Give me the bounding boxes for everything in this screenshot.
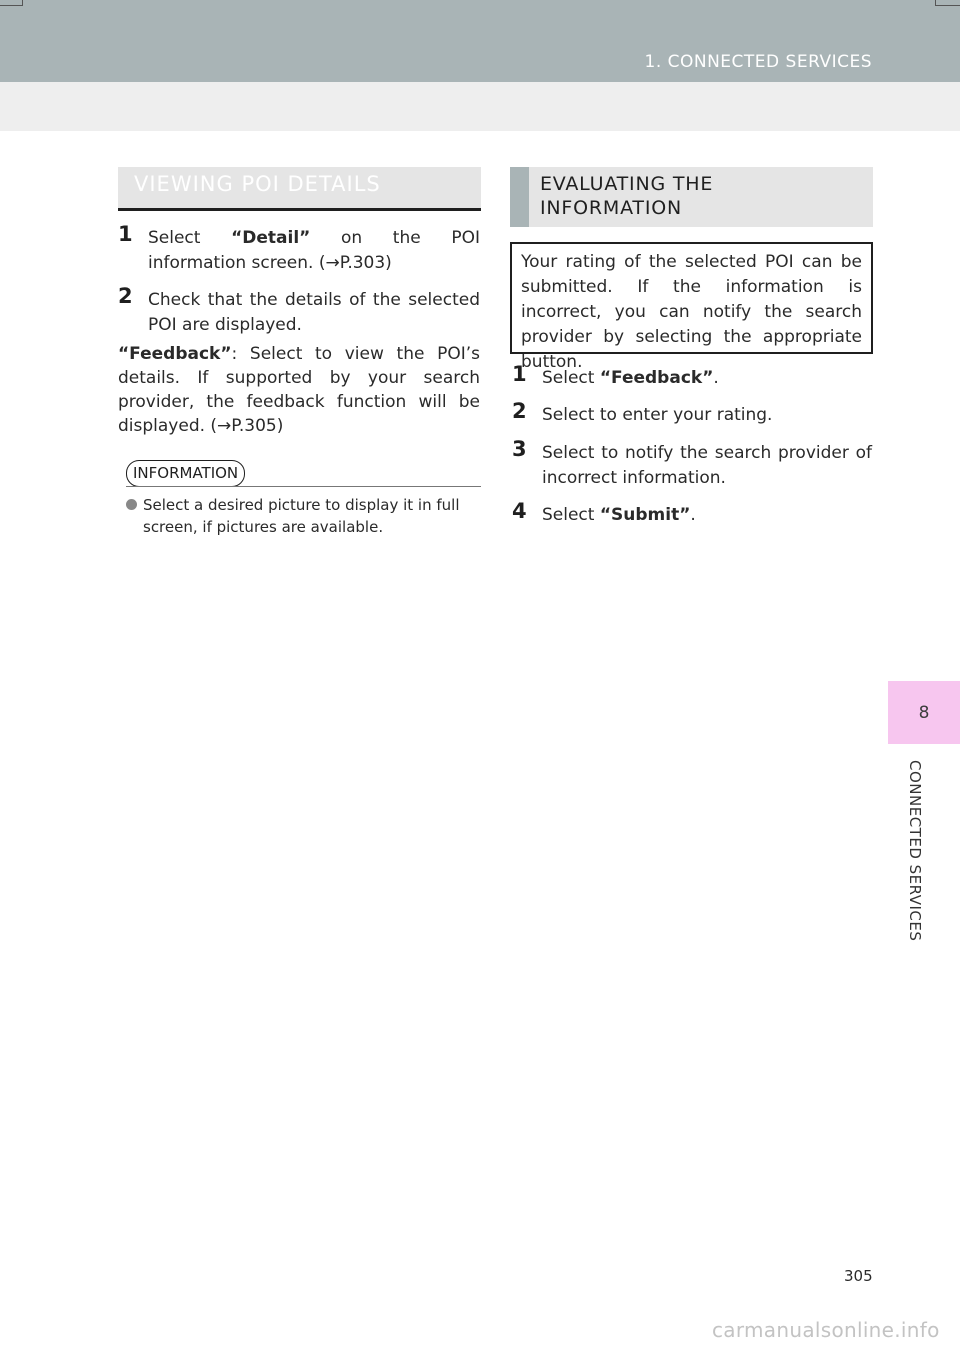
step-number: 4 xyxy=(512,499,527,523)
step-text: Select “Submit”. xyxy=(542,505,696,525)
feedback-paragraph: “Feedback”: Select to view the POI’s details. If supported by your search provider, the feedback function will be displayed. (→P.305) xyxy=(118,344,480,436)
step-text: Select “Feedback”. xyxy=(542,368,719,388)
feedback-button-label: “Feedback” xyxy=(599,368,714,388)
information-badge: INFORMATION xyxy=(126,460,245,487)
information-rule xyxy=(126,486,481,487)
information-text: Select a desired picture to display it in full screen, if pictures are available. xyxy=(143,496,460,536)
submit-label: “Submit” xyxy=(599,505,691,525)
right-step-1 xyxy=(512,362,872,391)
right-step-3 xyxy=(512,437,872,491)
left-heading-text: VIEWING POI DETAILS xyxy=(134,172,381,196)
step-number: 1 xyxy=(512,362,527,386)
feedback-label: “Feedback” xyxy=(118,344,232,364)
crop-mark-right-h xyxy=(935,5,960,6)
right-heading-text: EVALUATING THE INFORMATION xyxy=(540,173,714,219)
step-number: 1 xyxy=(118,222,133,246)
left-step-1 xyxy=(118,222,480,276)
left-step-2 xyxy=(118,284,480,338)
step-number: 2 xyxy=(118,284,133,308)
bullet-icon xyxy=(126,499,137,510)
crop-mark-left-h xyxy=(0,5,22,6)
crop-mark-left xyxy=(22,0,23,6)
step-text: Select to enter your rating. xyxy=(542,405,773,425)
step-number: 2 xyxy=(512,399,527,423)
chapter-tab[interactable] xyxy=(888,681,960,744)
right-section-heading xyxy=(510,167,873,227)
page-number: 305 xyxy=(844,1267,873,1285)
step-number: 3 xyxy=(512,437,527,461)
detail-label: “Detail” xyxy=(231,228,311,248)
left-section-heading xyxy=(118,167,481,211)
right-step-4 xyxy=(512,499,872,528)
header-subband xyxy=(0,82,960,131)
chapter-label: CONNECTED SERVICES xyxy=(906,760,924,942)
watermark: carmanualsonline.info xyxy=(712,1318,940,1342)
chapter-number: 8 xyxy=(918,702,930,723)
right-step-2 xyxy=(512,399,872,428)
step-text: Select to notify the search provider of incorrect information. xyxy=(542,443,872,488)
heading-accent xyxy=(510,167,529,227)
step-text: Check that the details of the selected POI are displayed. xyxy=(148,290,480,335)
summary-box: Your rating of the selected POI can be submitted. If the information is incorrect, you can notify the search provider by selecting the appropriate button. xyxy=(510,242,873,354)
information-item xyxy=(126,494,481,538)
section-header: 1. CONNECTED SERVICES xyxy=(644,52,872,72)
step-text: Select “Detail” on the POI information screen. (→P.303) xyxy=(148,228,480,273)
